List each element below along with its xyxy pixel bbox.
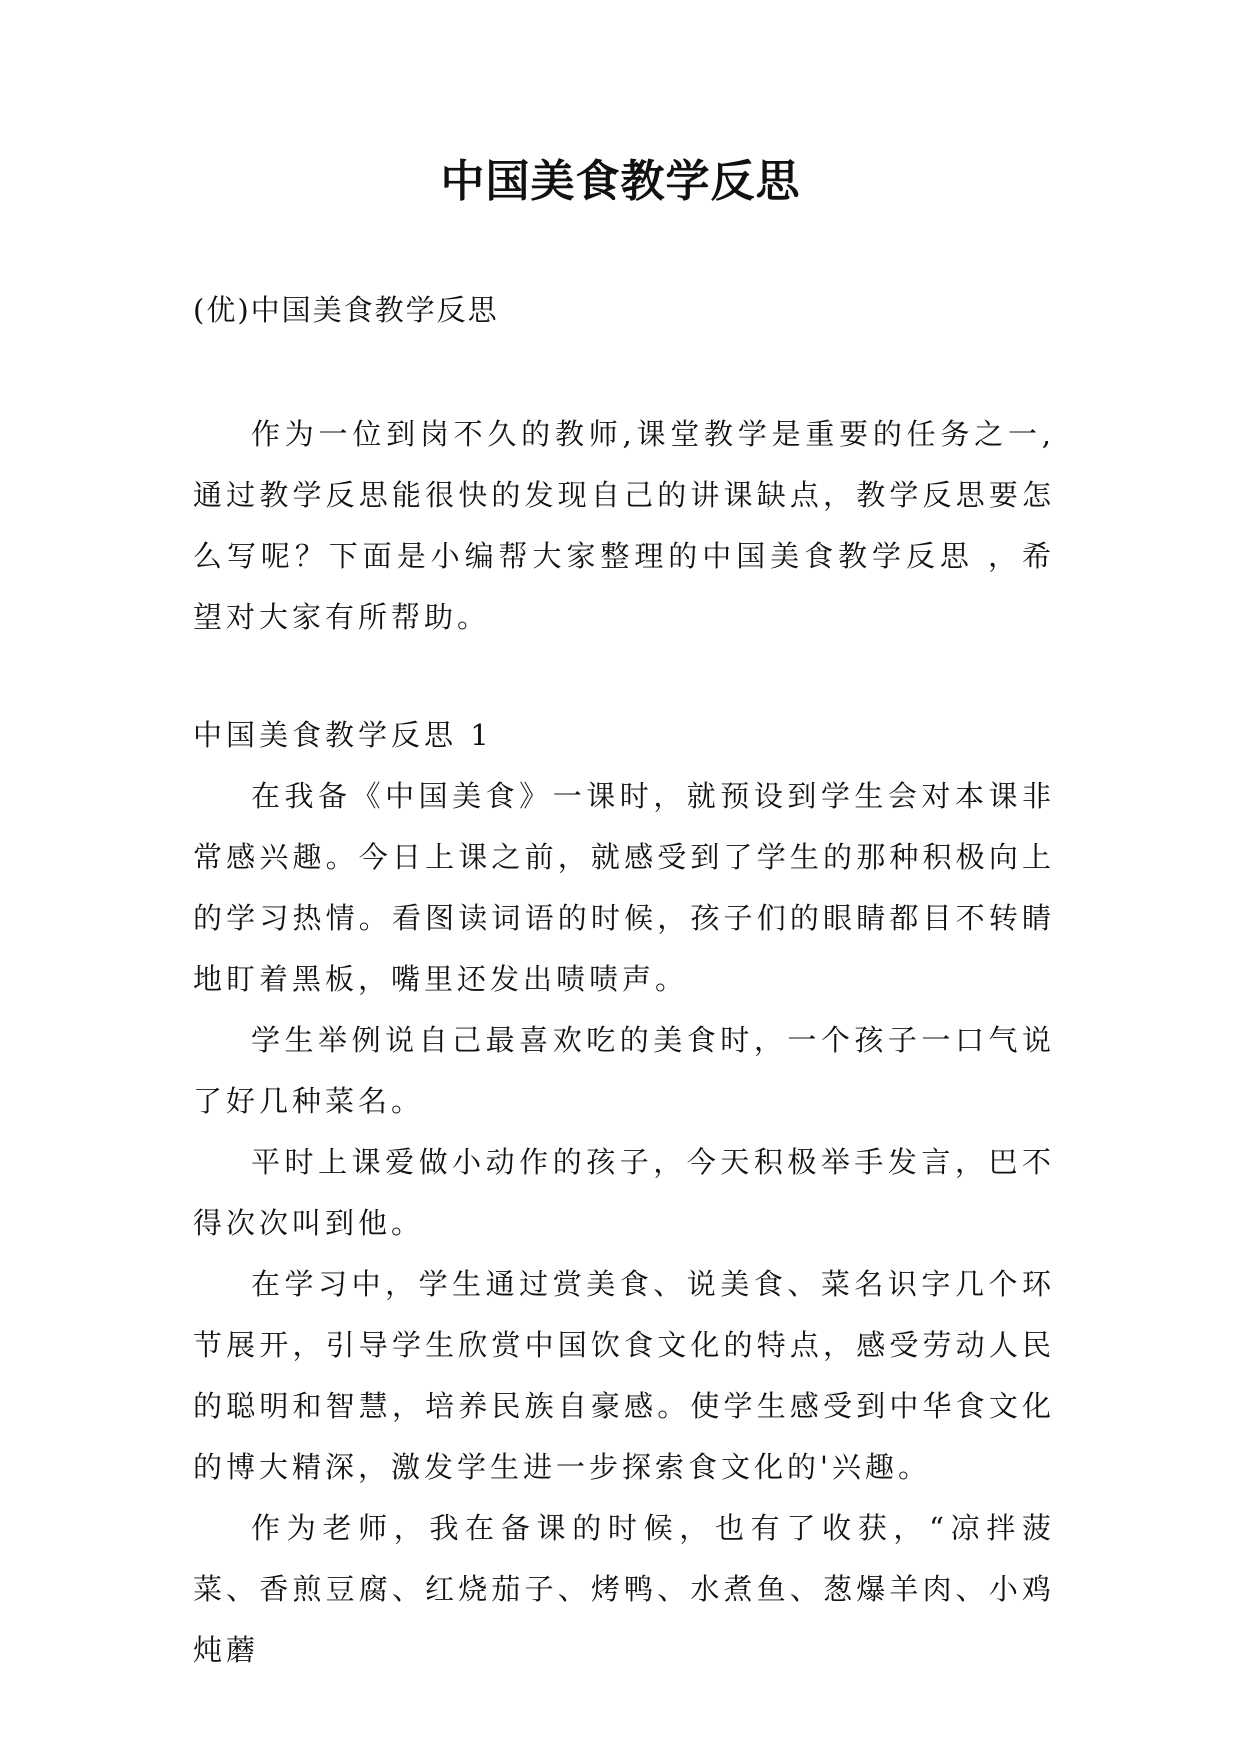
body-paragraph: 在我备《中国美食》一课时，就预设到学生会对本课非常感兴趣。今日上课之前，就感受到了学生的那种积极向上的学习热情。看图读词语的时候，孩子们的眼睛都目不转睛地盯着黑板，嘴里还发出啧啧声。: [193, 779, 1055, 996]
body-paragraph: 平时上课爱做小动作的孩子，今天积极举手发言，巴不得次次叫到他。: [193, 1145, 1055, 1240]
document-body: [193, 404, 1055, 1681]
document-subtitle: (优)中国美食教学反思: [193, 293, 499, 327]
intro-paragraph: 作为一位到岗不久的教师,课堂教学是重要的任务之一,通过教学反思能很快的发现自己的讲课缺点，教学反思要怎么写呢？下面是小编帮大家整理的中国美食教学反思 ，希望对大家有所帮助。: [193, 417, 1055, 634]
section-heading: 中国美食教学反思 1: [193, 718, 493, 752]
body-paragraph: 在学习中，学生通过赏美食、说美食、菜名识字几个环节展开，引导学生欣赏中国饮食文化的特点，感受劳动人民的聪明和智慧，培养民族自豪感。使学生感受到中华食文化的博大精深，激发学生进一步探索食文化的'兴趣。: [193, 1267, 1055, 1484]
body-paragraph: 学生举例说自己最喜欢吃的美食时，一个孩子一口气说了好几种菜名。: [193, 1023, 1055, 1118]
body-paragraph: 作为老师，我在备课的时候，也有了收获，“凉拌菠菜、香煎豆腐、红烧茄子、烤鸭、水煮鱼、葱爆羊肉、小鸡炖蘑: [193, 1511, 1055, 1667]
document-title: 中国美食教学反思: [440, 156, 801, 207]
